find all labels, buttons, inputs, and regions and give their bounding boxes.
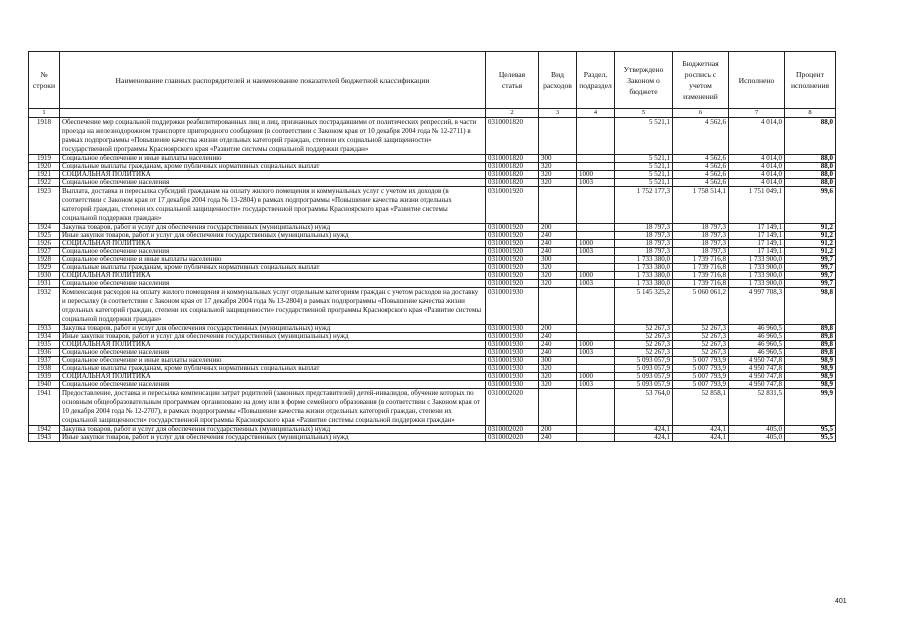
table-row [29, 171, 836, 179]
expense-type-cell: 300 [539, 256, 577, 264]
expense-type-cell: 240 [539, 341, 577, 349]
section-cell [577, 434, 615, 442]
section-cell [577, 187, 615, 224]
expense-type-cell: 320 [539, 272, 577, 280]
row-number-cell: 1936 [29, 349, 60, 357]
target-article-cell: 0310001920 [486, 232, 539, 240]
table-row [29, 248, 836, 256]
budget-amount-cell: 5 060 061,2 [673, 288, 729, 325]
budget-amount-cell: 424,1 [673, 426, 729, 434]
expense-type-cell: 240 [539, 240, 577, 248]
executed-amount-cell: 17 149,1 [729, 232, 785, 240]
executed-amount-cell: 46 960,5 [729, 349, 785, 357]
name-cell: Социальное обеспечение и иные выплаты населению [60, 357, 486, 365]
target-article-cell: 0310002020 [486, 426, 539, 434]
row-number-cell: 1930 [29, 272, 60, 280]
executed-amount-cell: 4 950 747,8 [729, 373, 785, 381]
percent-cell: 88,0 [785, 179, 836, 187]
budget-amount-cell: 5 007 793,9 [673, 365, 729, 373]
table-row [29, 280, 836, 288]
table-row [29, 118, 836, 155]
row-number-cell: 1935 [29, 341, 60, 349]
table-row [29, 240, 836, 248]
row-number-cell: 1928 [29, 256, 60, 264]
row-number-cell: 1926 [29, 240, 60, 248]
table-row [29, 232, 836, 240]
approved-amount-cell: 5 145 325,2 [615, 288, 673, 325]
budget-amount-cell: 52 858,1 [673, 389, 729, 426]
table-row [29, 389, 836, 426]
target-article-cell: 0310001930 [486, 365, 539, 373]
approved-amount-cell: 53 764,0 [615, 389, 673, 426]
percent-cell: 99,7 [785, 272, 836, 280]
name-cell: Закупка товаров, работ и услуг для обеспечения государственных (муниципальных) нужд [60, 426, 486, 434]
target-article-cell: 0310002020 [486, 434, 539, 442]
column-number: 1 [29, 109, 60, 118]
executed-amount-cell: 1 751 049,1 [729, 187, 785, 224]
budget-amount-cell: 4 562,6 [673, 118, 729, 155]
executed-amount-cell: 1 733 900,0 [729, 256, 785, 264]
percent-cell: 88,0 [785, 118, 836, 155]
target-article-cell: 0310001930 [486, 341, 539, 349]
name-cell: СОЦИАЛЬНАЯ ПОЛИТИКА [60, 240, 486, 248]
executed-amount-cell: 4 014,0 [729, 155, 785, 163]
expense-type-cell [539, 187, 577, 224]
target-article-cell: 0310001920 [486, 272, 539, 280]
approved-amount-cell: 5 521,1 [615, 155, 673, 163]
percent-cell: 89,8 [785, 325, 836, 333]
table-row [29, 264, 836, 272]
expense-type-cell: 320 [539, 264, 577, 272]
executed-amount-cell: 405,0 [729, 434, 785, 442]
column-number: 4 [577, 109, 615, 118]
target-article-cell: 0310001920 [486, 256, 539, 264]
row-number-cell: 1923 [29, 187, 60, 224]
approved-amount-cell: 52 267,3 [615, 325, 673, 333]
header-name: Наименование главных распорядителей и наименование показателей бюджетной классификации [60, 52, 486, 109]
table-row [29, 341, 836, 349]
row-number-cell: 1939 [29, 373, 60, 381]
target-article-cell: 0310001930 [486, 381, 539, 389]
section-cell [577, 232, 615, 240]
name-cell: СОЦИАЛЬНАЯ ПОЛИТИКА [60, 171, 486, 179]
name-cell: Компенсация расходов на оплату жилого помещения и коммунальных услуг отдельным категориям граждан с учетом расходов на доставку и пересылку (в соответствии с Законом края от 17 декабря 2004 года № 13-2804) в рамках подпрограммы «Повышение качества жизни отдельных категорий граждан, степени их социальной защищенности» государственной программы Красноярского края «Развитие системы социальной поддержки граждан» [60, 288, 486, 325]
budget-amount-cell: 4 562,6 [673, 163, 729, 171]
expense-type-cell: 200 [539, 325, 577, 333]
name-cell: СОЦИАЛЬНАЯ ПОЛИТИКА [60, 272, 486, 280]
percent-cell: 91,2 [785, 224, 836, 232]
percent-cell: 99,6 [785, 187, 836, 224]
expense-type-cell: 200 [539, 224, 577, 232]
row-number-cell: 1941 [29, 389, 60, 426]
expense-type-cell: 320 [539, 179, 577, 187]
approved-amount-cell: 5 093 057,9 [615, 365, 673, 373]
target-article-cell: 0310001820 [486, 179, 539, 187]
target-article-cell: 0310001920 [486, 187, 539, 224]
column-number: 7 [729, 109, 785, 118]
header-executed: Исполнено [729, 52, 785, 109]
table-row [29, 288, 836, 325]
target-article-cell: 0310002020 [486, 389, 539, 426]
row-number-cell: 1927 [29, 248, 60, 256]
expense-type-cell: 240 [539, 434, 577, 442]
name-cell: Социальные выплаты гражданам, кроме публичных нормативных социальных выплат [60, 264, 486, 272]
approved-amount-cell: 5 521,1 [615, 118, 673, 155]
approved-amount-cell: 1 733 380,0 [615, 264, 673, 272]
row-number-cell: 1924 [29, 224, 60, 232]
approved-amount-cell: 5 521,1 [615, 179, 673, 187]
row-number-cell: 1943 [29, 434, 60, 442]
name-cell: Социальные выплаты гражданам, кроме публичных нормативных социальных выплат [60, 163, 486, 171]
approved-amount-cell: 52 267,3 [615, 349, 673, 357]
table-row [29, 434, 836, 442]
table-row [29, 325, 836, 333]
section-cell [577, 325, 615, 333]
executed-amount-cell: 4 014,0 [729, 171, 785, 179]
budget-amount-cell: 18 797,3 [673, 240, 729, 248]
executed-amount-cell: 46 960,5 [729, 325, 785, 333]
section-cell: 1000 [577, 373, 615, 381]
section-cell [577, 155, 615, 163]
name-cell: Социальные выплаты гражданам, кроме публичных нормативных социальных выплат [60, 365, 486, 373]
target-article-cell: 0310001920 [486, 224, 539, 232]
executed-amount-cell: 1 733 900,0 [729, 272, 785, 280]
approved-amount-cell: 1 733 380,0 [615, 280, 673, 288]
target-article-cell: 0310001930 [486, 349, 539, 357]
budget-amount-cell: 5 007 793,9 [673, 373, 729, 381]
row-number-cell: 1922 [29, 179, 60, 187]
executed-amount-cell: 4 997 708,3 [729, 288, 785, 325]
header-target-article: Целевая статья [486, 52, 539, 109]
expense-type-cell: 320 [539, 381, 577, 389]
expense-type-cell: 320 [539, 373, 577, 381]
approved-amount-cell: 1 733 380,0 [615, 256, 673, 264]
name-cell: Иные закупки товаров, работ и услуг для обеспечения государственных (муниципальных) нужд [60, 232, 486, 240]
percent-cell: 95,5 [785, 426, 836, 434]
expense-type-cell: 300 [539, 357, 577, 365]
budget-amount-cell: 52 267,3 [673, 333, 729, 341]
approved-amount-cell: 18 797,3 [615, 240, 673, 248]
name-cell: Предоставление, доставка и пересылка компенсации затрат родителей (законных представителей) детей-инвалидов, обучение которых по основным общеобразовательным программам организовано на дому или в форме семейного образования (в соответствии с Законом края от 10 декабря 2004 года № 12-2707), в рамках подпрограммы «Повышение качества жизни отдельных категорий граждан, степени их социальной защищенности» государственной программы Красноярского края «Развитие системы социальной поддержки граждан» [60, 389, 486, 426]
table-row [29, 272, 836, 280]
section-cell: 1003 [577, 179, 615, 187]
executed-amount-cell: 4 950 747,8 [729, 357, 785, 365]
approved-amount-cell: 5 093 057,9 [615, 373, 673, 381]
expense-type-cell: 320 [539, 280, 577, 288]
expense-type-cell: 240 [539, 232, 577, 240]
name-cell: Закупка товаров, работ и услуг для обеспечения государственных (муниципальных) нужд [60, 224, 486, 232]
name-cell: СОЦИАЛЬНАЯ ПОЛИТИКА [60, 373, 486, 381]
executed-amount-cell: 1 733 900,0 [729, 280, 785, 288]
budget-amount-cell: 1 758 514,1 [673, 187, 729, 224]
name-cell: Социальное обеспечение населения [60, 349, 486, 357]
section-cell [577, 118, 615, 155]
target-article-cell: 0310001820 [486, 155, 539, 163]
budget-amount-cell: 1 739 716,8 [673, 280, 729, 288]
percent-cell: 88,0 [785, 163, 836, 171]
section-cell [577, 357, 615, 365]
row-number-cell: 1925 [29, 232, 60, 240]
approved-amount-cell: 424,1 [615, 426, 673, 434]
approved-amount-cell: 424,1 [615, 434, 673, 442]
row-number-cell: 1933 [29, 325, 60, 333]
approved-amount-cell: 5 093 057,9 [615, 357, 673, 365]
section-cell [577, 426, 615, 434]
executed-amount-cell: 405,0 [729, 426, 785, 434]
table-row [29, 256, 836, 264]
column-number: 5 [615, 109, 673, 118]
table-row [29, 365, 836, 373]
budget-amount-cell: 52 267,3 [673, 349, 729, 357]
executed-amount-cell: 4 014,0 [729, 163, 785, 171]
table-row [29, 349, 836, 357]
budget-amount-cell: 424,1 [673, 434, 729, 442]
budget-table-container [28, 51, 836, 442]
percent-cell: 99,7 [785, 280, 836, 288]
percent-cell: 88,0 [785, 155, 836, 163]
percent-cell: 98,9 [785, 381, 836, 389]
budget-amount-cell: 5 007 793,9 [673, 381, 729, 389]
row-number-cell: 1934 [29, 333, 60, 341]
column-number: 2 [486, 109, 539, 118]
column-number: 6 [673, 109, 729, 118]
approved-amount-cell: 1 733 380,0 [615, 272, 673, 280]
expense-type-cell: 240 [539, 333, 577, 341]
approved-amount-cell: 5 521,1 [615, 171, 673, 179]
target-article-cell: 0310001930 [486, 357, 539, 365]
budget-amount-cell: 4 562,6 [673, 171, 729, 179]
table-row [29, 357, 836, 365]
table-row [29, 187, 836, 224]
budget-amount-cell: 1 739 716,8 [673, 272, 729, 280]
row-number-cell: 1919 [29, 155, 60, 163]
percent-cell: 89,8 [785, 333, 836, 341]
row-number-cell: 1937 [29, 357, 60, 365]
name-cell: Закупка товаров, работ и услуг для обеспечения государственных (муниципальных) нужд [60, 325, 486, 333]
section-cell: 1003 [577, 349, 615, 357]
executed-amount-cell: 17 149,1 [729, 240, 785, 248]
approved-amount-cell: 52 267,3 [615, 333, 673, 341]
percent-cell: 98,9 [785, 373, 836, 381]
target-article-cell: 0310001930 [486, 288, 539, 325]
row-number-cell: 1929 [29, 264, 60, 272]
header-section: Раздел, подраздел [577, 52, 615, 109]
expense-type-cell: 200 [539, 426, 577, 434]
percent-cell: 91,2 [785, 248, 836, 256]
column-number [60, 109, 486, 118]
table-row [29, 224, 836, 232]
budget-amount-cell: 4 562,6 [673, 179, 729, 187]
percent-cell: 91,2 [785, 232, 836, 240]
percent-cell: 98,9 [785, 365, 836, 373]
page-number: 401 [835, 598, 847, 605]
approved-amount-cell: 18 797,3 [615, 224, 673, 232]
expense-type-cell: 240 [539, 248, 577, 256]
section-cell [577, 163, 615, 171]
percent-cell: 91,2 [785, 240, 836, 248]
section-cell: 1000 [577, 171, 615, 179]
table-row [29, 426, 836, 434]
approved-amount-cell: 52 267,3 [615, 341, 673, 349]
percent-cell: 89,8 [785, 349, 836, 357]
table-body [29, 118, 836, 442]
budget-amount-cell: 1 739 716,8 [673, 256, 729, 264]
table-row [29, 155, 836, 163]
target-article-cell: 0310001920 [486, 240, 539, 248]
budget-amount-cell: 18 797,3 [673, 232, 729, 240]
section-cell: 1003 [577, 280, 615, 288]
column-number: 3 [539, 109, 577, 118]
section-cell [577, 365, 615, 373]
target-article-cell: 0310001820 [486, 171, 539, 179]
executed-amount-cell: 17 149,1 [729, 248, 785, 256]
row-number-cell: 1938 [29, 365, 60, 373]
target-article-cell: 0310001930 [486, 333, 539, 341]
row-number-cell: 1921 [29, 171, 60, 179]
row-number-cell: 1942 [29, 426, 60, 434]
section-cell [577, 256, 615, 264]
budget-table [28, 51, 836, 442]
row-number-cell: 1932 [29, 288, 60, 325]
percent-cell: 99,7 [785, 256, 836, 264]
target-article-cell: 0310001820 [486, 118, 539, 155]
budget-amount-cell: 18 797,3 [673, 248, 729, 256]
approved-amount-cell: 18 797,3 [615, 248, 673, 256]
budget-amount-cell: 5 007 793,9 [673, 357, 729, 365]
name-cell: Обеспечение мер социальной поддержки реабилитированных лиц и лиц, признанных пострадавшими от политических репрессий, в части проезда на железнодорожном транспорте пригородного сообщения (в соответствии с Законом края от 10 декабря 2004 года № 12-2711) в рамках подпрограммы «Повышение качества жизни отдельных категорий граждан, степени их социальной защищенности» государственной программы Красноярского края «Развитие системы социальной поддержки граждан» [60, 118, 486, 155]
target-article-cell: 0310001920 [486, 264, 539, 272]
row-number-cell: 1920 [29, 163, 60, 171]
expense-type-cell: 240 [539, 349, 577, 357]
table-header [29, 52, 836, 118]
column-number-row [29, 109, 836, 118]
row-number-cell: 1940 [29, 381, 60, 389]
name-cell: Социальное обеспечение и иные выплаты населению [60, 155, 486, 163]
percent-cell: 89,8 [785, 341, 836, 349]
expense-type-cell [539, 288, 577, 325]
table-row [29, 163, 836, 171]
header-row-number: № строки [29, 52, 60, 109]
executed-amount-cell: 52 831,5 [729, 389, 785, 426]
header-percent: Процент исполнения [785, 52, 836, 109]
table-row [29, 179, 836, 187]
approved-amount-cell: 18 797,3 [615, 232, 673, 240]
percent-cell: 99,9 [785, 389, 836, 426]
budget-amount-cell: 1 739 716,8 [673, 264, 729, 272]
percent-cell: 95,5 [785, 434, 836, 442]
header-budget-schedule: Бюджетная роспись с учетом изменений [673, 52, 729, 109]
table-row [29, 333, 836, 341]
executed-amount-cell: 4 014,0 [729, 118, 785, 155]
section-cell [577, 333, 615, 341]
budget-amount-cell: 52 267,3 [673, 325, 729, 333]
table-row [29, 381, 836, 389]
expense-type-cell: 320 [539, 171, 577, 179]
executed-amount-cell: 4 014,0 [729, 179, 785, 187]
section-cell: 1003 [577, 248, 615, 256]
name-cell: СОЦИАЛЬНАЯ ПОЛИТИКА [60, 341, 486, 349]
executed-amount-cell: 17 149,1 [729, 224, 785, 232]
section-cell [577, 389, 615, 426]
name-cell: Социальное обеспечение населения [60, 381, 486, 389]
target-article-cell: 0310001920 [486, 248, 539, 256]
section-cell: 1003 [577, 381, 615, 389]
expense-type-cell: 300 [539, 155, 577, 163]
section-cell [577, 264, 615, 272]
percent-cell: 88,0 [785, 171, 836, 179]
budget-amount-cell: 52 267,3 [673, 341, 729, 349]
target-article-cell: 0310001820 [486, 163, 539, 171]
section-cell [577, 288, 615, 325]
expense-type-cell: 320 [539, 365, 577, 373]
budget-amount-cell: 4 562,6 [673, 155, 729, 163]
header-expense-type: Вид расходов [539, 52, 577, 109]
percent-cell: 98,8 [785, 288, 836, 325]
name-cell: Иные закупки товаров, работ и услуг для обеспечения государственных (муниципальных) нужд [60, 434, 486, 442]
name-cell: Социальное обеспечение населения [60, 179, 486, 187]
target-article-cell: 0310001930 [486, 373, 539, 381]
executed-amount-cell: 4 950 747,8 [729, 381, 785, 389]
target-article-cell: 0310001920 [486, 280, 539, 288]
name-cell: Социальное обеспечение населения [60, 280, 486, 288]
executed-amount-cell: 46 960,5 [729, 341, 785, 349]
expense-type-cell [539, 118, 577, 155]
column-number: 8 [785, 109, 836, 118]
name-cell: Социальное обеспечение и иные выплаты населению [60, 256, 486, 264]
executed-amount-cell: 46 960,5 [729, 333, 785, 341]
executed-amount-cell: 1 733 900,0 [729, 264, 785, 272]
budget-amount-cell: 18 797,3 [673, 224, 729, 232]
name-cell: Иные закупки товаров, работ и услуг для обеспечения государственных (муниципальных) нужд [60, 333, 486, 341]
section-cell [577, 224, 615, 232]
target-article-cell: 0310001930 [486, 325, 539, 333]
expense-type-cell: 320 [539, 163, 577, 171]
expense-type-cell [539, 389, 577, 426]
percent-cell: 98,9 [785, 357, 836, 365]
section-cell: 1000 [577, 240, 615, 248]
table-row [29, 373, 836, 381]
executed-amount-cell: 4 950 747,8 [729, 365, 785, 373]
approved-amount-cell: 5 093 057,9 [615, 381, 673, 389]
percent-cell: 99,7 [785, 264, 836, 272]
approved-amount-cell: 5 521,1 [615, 163, 673, 171]
section-cell: 1000 [577, 272, 615, 280]
name-cell: Выплата, доставка и пересылка субсидий гражданам на оплату жилого помещения и коммунальных услуг с учетом их доходов (в соответствии с Законом края от 17 декабря 2004 года № 13-2804) в рамках подпрограммы «Повышение качества жизни отдельных категорий граждан, степени их социальной защищенности» государственной программы Красноярского края «Развитие системы социальной поддержки граждан» [60, 187, 486, 224]
header-approved: Утверждено Законом о бюджете [615, 52, 673, 109]
row-number-cell: 1918 [29, 118, 60, 155]
row-number-cell: 1931 [29, 280, 60, 288]
name-cell: Социальное обеспечение населения [60, 248, 486, 256]
approved-amount-cell: 1 752 177,3 [615, 187, 673, 224]
section-cell: 1000 [577, 341, 615, 349]
